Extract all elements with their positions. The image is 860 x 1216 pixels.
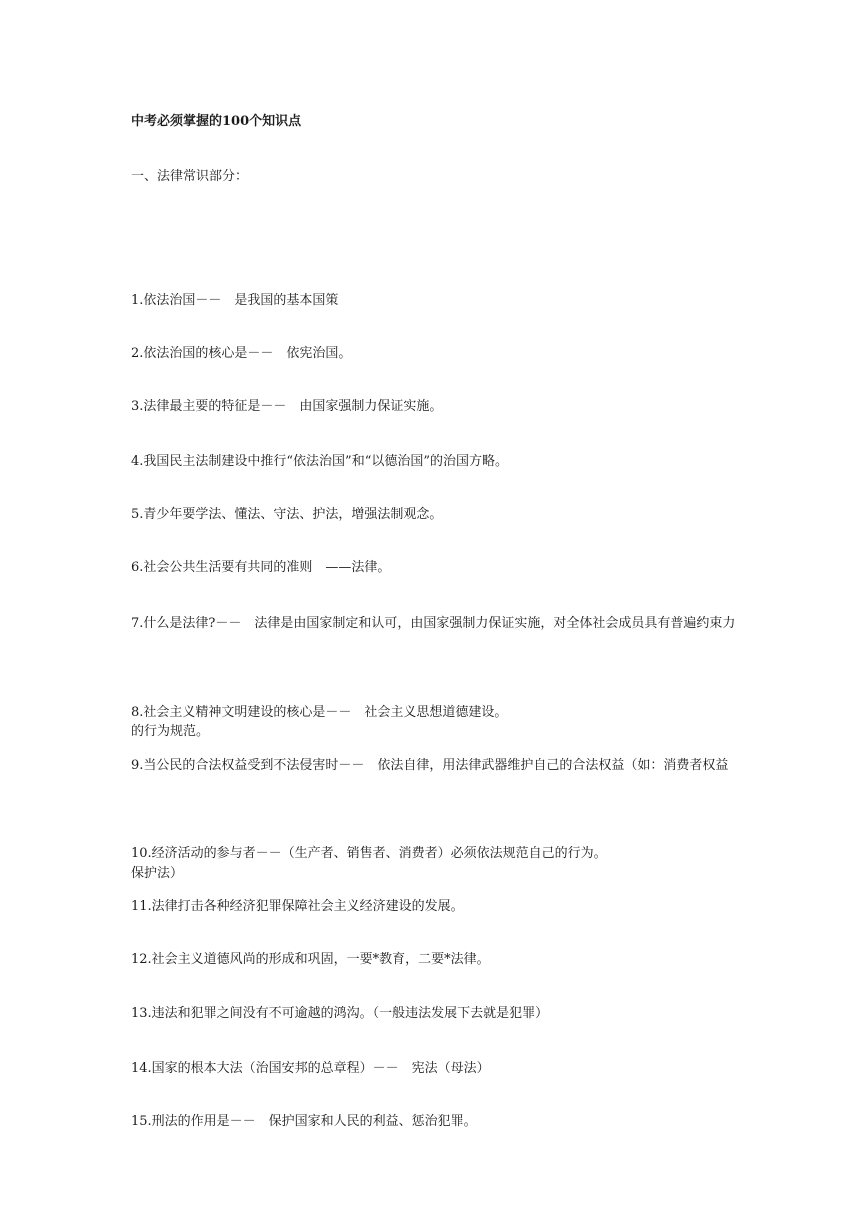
point-line: 7.什么是法律?－－ 法律是由国家制定和认可，由国家强制力保证实施，对全体社会成员具有普遍约束力 xyxy=(131,616,736,631)
knowledge-point-15 xyxy=(131,1032,731,1212)
point-line: 8.社会主义精神文明建设的核心是－－ 社会主义思想道德建设。 xyxy=(131,705,508,720)
point-line: 12.社会主义道德风尚的形成和巩固，一要*教育，二要*法律。 xyxy=(131,952,490,967)
point-line: 4.我国民主法制建设中推行“依法治国”和“以德治国”的治国方略。 xyxy=(131,454,508,469)
point-line: 保护法） xyxy=(131,866,184,881)
point-line: 11.法律打击各种经济犯罪保障社会主义经济建设的发展。 xyxy=(131,899,464,914)
point-line: 5.青少年要学法、懂法、守法、护法，增强法制观念。 xyxy=(131,507,443,522)
point-line: 15.刑法的作用是－－ 保护国家和人民的利益、惩治犯罪。 xyxy=(131,1114,477,1129)
point-line: 1.依法治国－－ 是我国的基本国策 xyxy=(131,293,339,308)
point-line: 3.法律最主要的特征是－－ 由国家强制力保证实施。 xyxy=(131,399,443,414)
point-line: 的行为规范。 xyxy=(131,724,210,739)
section-heading: 一、法律常识部分： xyxy=(131,169,249,184)
point-line: 10.经济活动的参与者－－（生产者、销售者、消费者）必须依法规范自己的行为。 xyxy=(131,846,607,861)
point-line: 13.违法和犯罪之间没有不可逾越的鸿沟。（一般违法发展下去就是犯罪） xyxy=(131,1006,549,1021)
point-line: 2.依法治国的核心是－－ 依宪治国。 xyxy=(131,346,352,361)
point-line: 6.社会公共生活要有共同的准则 ——法律。 xyxy=(131,560,391,575)
point-line: 14.国家的根本大法（治国安邦的总章程）－－ 宪法（母法） xyxy=(131,1061,490,1076)
document-title: 中考必须掌握的100个知识点 xyxy=(131,114,302,129)
point-line: 9.当公民的合法权益受到不法侵害时－－ 依法自律，用法律武器维护自己的合法权益（如：消费者权益 xyxy=(131,758,729,773)
